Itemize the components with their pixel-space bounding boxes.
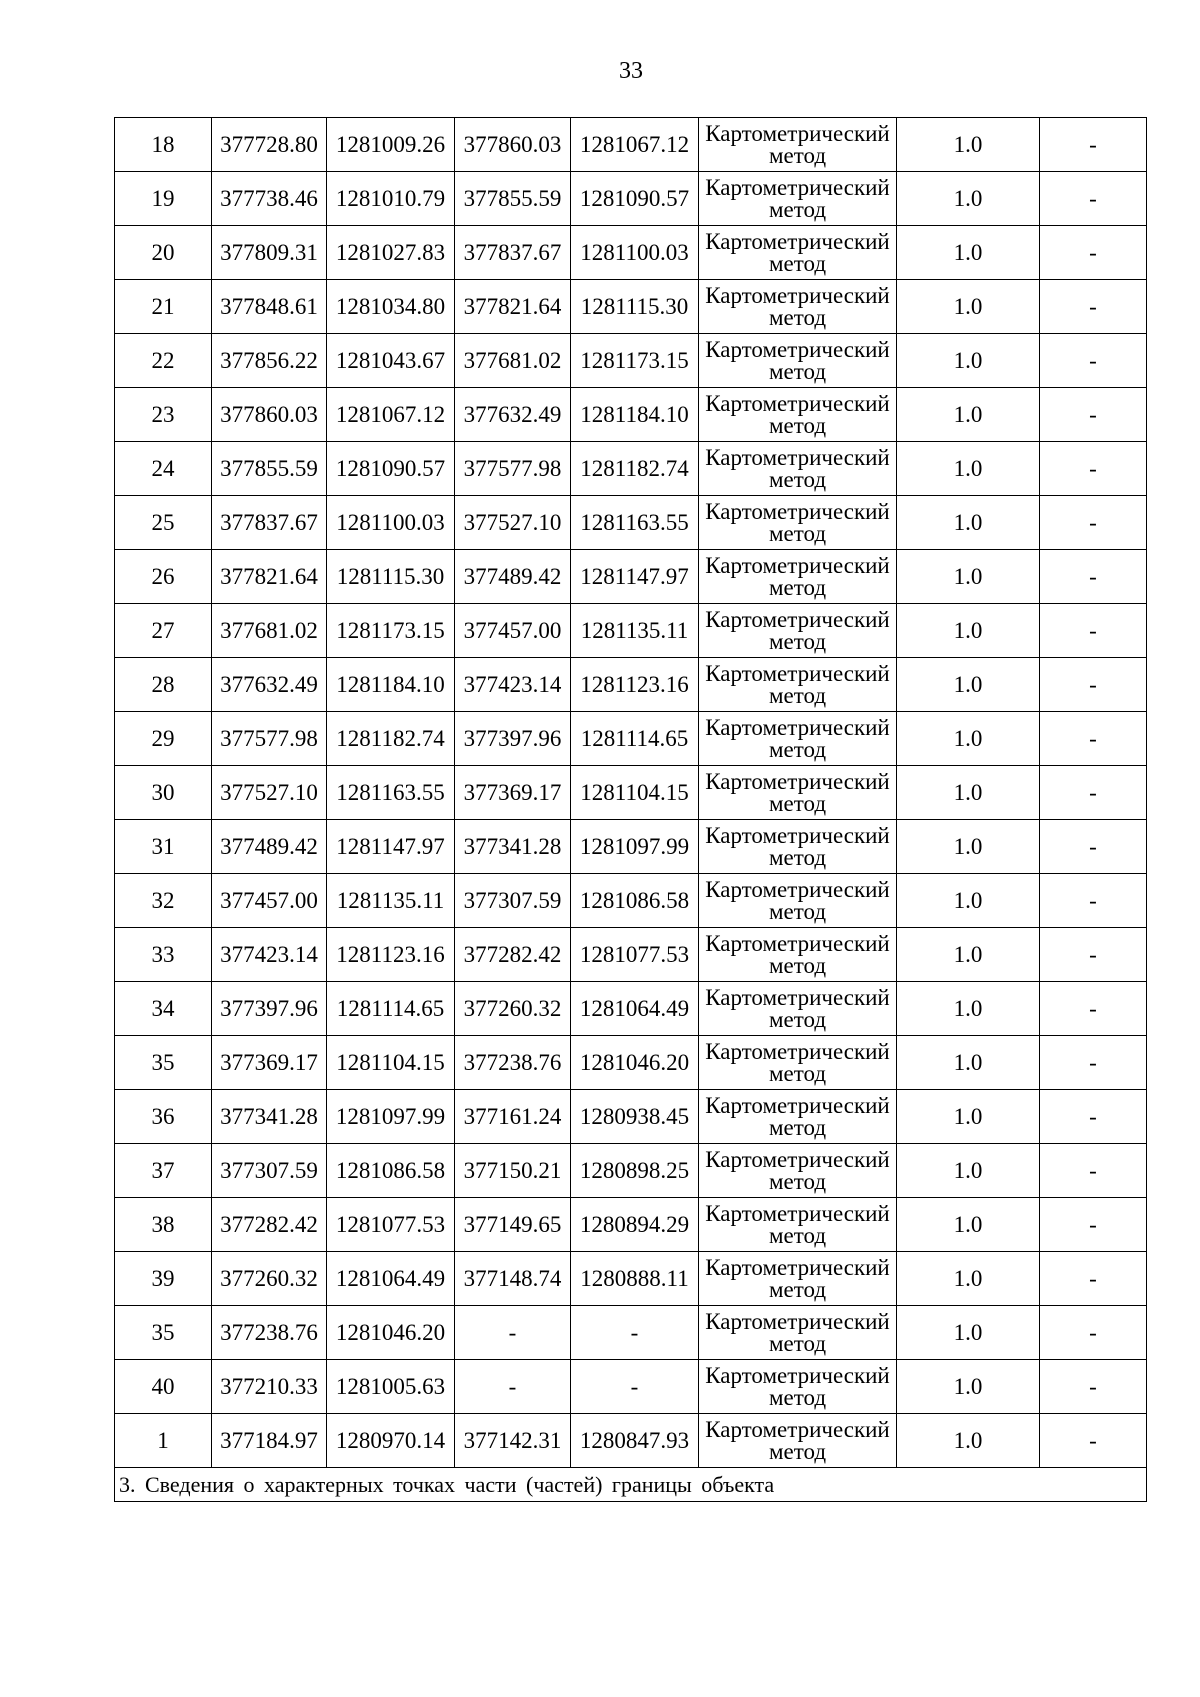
existing-x-cell: 377210.33 [212,1360,327,1414]
existing-y-cell: 1281077.53 [327,1198,455,1252]
new-y-cell: 1281163.55 [571,496,699,550]
note-cell: - [1040,334,1147,388]
method-line-1: Картометрический [705,606,890,632]
method-cell [699,550,897,604]
table-row [115,1360,1147,1414]
existing-y-cell: 1281173.15 [327,604,455,658]
method-cell [699,1198,897,1252]
method-line-2: метод [768,1276,827,1302]
method-cell [699,118,897,172]
new-y-cell: 1280847.93 [571,1414,699,1468]
point-number-cell: 29 [115,712,212,766]
note-cell: - [1040,1252,1147,1306]
method-line-1: Картометрический [705,498,890,524]
table-row [115,1306,1147,1360]
table-row [115,334,1147,388]
new-y-cell: 1281090.57 [571,172,699,226]
existing-x-cell: 377282.42 [212,1198,327,1252]
note-cell: - [1040,118,1147,172]
accuracy-cell: 1.0 [897,280,1040,334]
existing-y-cell: 1281090.57 [327,442,455,496]
method-line-1: Картометрический [705,390,890,416]
method-line-2: метод [768,1168,827,1194]
accuracy-cell: 1.0 [897,172,1040,226]
note-cell: - [1040,604,1147,658]
new-x-cell: 377527.10 [455,496,571,550]
method-cell [699,1306,897,1360]
note-cell: - [1040,226,1147,280]
new-y-cell: 1281086.58 [571,874,699,928]
note-cell: - [1040,928,1147,982]
point-number-cell: 18 [115,118,212,172]
note-cell: - [1040,1036,1147,1090]
point-number-cell: 23 [115,388,212,442]
new-y-cell: 1281097.99 [571,820,699,874]
new-y-cell: 1281046.20 [571,1036,699,1090]
point-number-cell: 21 [115,280,212,334]
method-line-2: метод [768,520,827,546]
existing-y-cell: 1281114.65 [327,982,455,1036]
new-y-cell: 1281173.15 [571,334,699,388]
table-row [115,496,1147,550]
method-line-2: метод [768,1060,827,1086]
section-heading: 3. Сведения о характерных точках части (частей) границы объекта [115,1468,1147,1502]
table-row [115,442,1147,496]
existing-y-cell: 1281135.11 [327,874,455,928]
method-cell [699,874,897,928]
method-cell [699,982,897,1036]
existing-y-cell: 1281097.99 [327,1090,455,1144]
accuracy-cell: 1.0 [897,1306,1040,1360]
accuracy-cell: 1.0 [897,712,1040,766]
existing-x-cell: 377728.80 [212,118,327,172]
note-cell: - [1040,982,1147,1036]
existing-x-cell: 377307.59 [212,1144,327,1198]
note-cell: - [1040,874,1147,928]
new-y-cell: 1281184.10 [571,388,699,442]
point-number-cell: 31 [115,820,212,874]
method-line-1: Картометрический [705,552,890,578]
method-line-1: Картометрический [705,174,890,200]
new-y-cell: 1281147.97 [571,550,699,604]
note-cell: - [1040,766,1147,820]
method-cell [699,658,897,712]
method-line-2: метод [768,412,827,438]
method-cell [699,1090,897,1144]
table-row [115,1090,1147,1144]
section-heading-row [115,1468,1147,1502]
existing-x-cell: 377681.02 [212,604,327,658]
point-number-cell: 33 [115,928,212,982]
note-cell: - [1040,1414,1147,1468]
existing-y-cell: 1281184.10 [327,658,455,712]
point-number-cell: 38 [115,1198,212,1252]
new-x-cell: 377307.59 [455,874,571,928]
note-cell: - [1040,658,1147,712]
table-body [115,118,1147,1502]
method-line-2: метод [768,304,827,330]
accuracy-cell: 1.0 [897,1360,1040,1414]
existing-x-cell: 377855.59 [212,442,327,496]
method-cell [699,1036,897,1090]
accuracy-cell: 1.0 [897,658,1040,712]
existing-y-cell: 1281046.20 [327,1306,455,1360]
accuracy-cell: 1.0 [897,1144,1040,1198]
point-number-cell: 19 [115,172,212,226]
method-line-1: Картометрический [705,444,890,470]
accuracy-cell: 1.0 [897,1036,1040,1090]
method-line-1: Картометрический [705,1362,890,1388]
table-row [115,874,1147,928]
existing-x-cell: 377738.46 [212,172,327,226]
new-x-cell: 377837.67 [455,226,571,280]
method-line-2: метод [768,844,827,870]
accuracy-cell: 1.0 [897,766,1040,820]
point-number-cell: 24 [115,442,212,496]
existing-x-cell: 377527.10 [212,766,327,820]
existing-y-cell: 1281182.74 [327,712,455,766]
accuracy-cell: 1.0 [897,874,1040,928]
point-number-cell: 34 [115,982,212,1036]
point-number-cell: 35 [115,1036,212,1090]
new-y-cell: 1281104.15 [571,766,699,820]
method-cell [699,388,897,442]
note-cell: - [1040,280,1147,334]
method-cell [699,442,897,496]
table-row [115,280,1147,334]
method-cell [699,280,897,334]
method-line-1: Картометрический [705,876,890,902]
new-y-cell: 1280938.45 [571,1090,699,1144]
new-x-cell: 377142.31 [455,1414,571,1468]
method-cell [699,334,897,388]
point-number-cell: 28 [115,658,212,712]
existing-x-cell: 377260.32 [212,1252,327,1306]
new-y-cell: 1281182.74 [571,442,699,496]
method-line-1: Картометрический [705,822,890,848]
method-line-2: метод [768,358,827,384]
method-line-2: метод [768,1222,827,1248]
method-line-2: метод [768,952,827,978]
new-y-cell: 1281064.49 [571,982,699,1036]
new-y-cell: 1281123.16 [571,658,699,712]
table-row [115,1036,1147,1090]
existing-y-cell: 1280970.14 [327,1414,455,1468]
method-line-1: Картометрический [705,768,890,794]
new-x-cell: 377149.65 [455,1198,571,1252]
new-x-cell: 377238.76 [455,1036,571,1090]
method-line-2: метод [768,1114,827,1140]
method-line-2: метод [768,574,827,600]
existing-x-cell: 377837.67 [212,496,327,550]
method-cell [699,1252,897,1306]
method-line-1: Картометрический [705,1200,890,1226]
new-y-cell: - [571,1360,699,1414]
existing-y-cell: 1281104.15 [327,1036,455,1090]
new-x-cell: 377860.03 [455,118,571,172]
existing-x-cell: 377457.00 [212,874,327,928]
note-cell: - [1040,496,1147,550]
method-cell [699,712,897,766]
existing-y-cell: 1281043.67 [327,334,455,388]
method-cell [699,496,897,550]
note-cell: - [1040,388,1147,442]
accuracy-cell: 1.0 [897,928,1040,982]
new-y-cell: 1280898.25 [571,1144,699,1198]
method-cell [699,1360,897,1414]
new-x-cell: 377369.17 [455,766,571,820]
accuracy-cell: 1.0 [897,604,1040,658]
note-cell: - [1040,1144,1147,1198]
point-number-cell: 40 [115,1360,212,1414]
point-number-cell: 32 [115,874,212,928]
new-y-cell: 1281115.30 [571,280,699,334]
note-cell: - [1040,1090,1147,1144]
accuracy-cell: 1.0 [897,1090,1040,1144]
method-line-1: Картометрический [705,984,890,1010]
new-x-cell: 377423.14 [455,658,571,712]
method-line-1: Картометрический [705,660,890,686]
new-x-cell: 377489.42 [455,550,571,604]
new-x-cell: 377681.02 [455,334,571,388]
note-cell: - [1040,1306,1147,1360]
new-x-cell: 377457.00 [455,604,571,658]
new-y-cell: 1280894.29 [571,1198,699,1252]
point-number-cell: 39 [115,1252,212,1306]
table-row [115,604,1147,658]
method-line-2: метод [768,1384,827,1410]
new-x-cell: - [455,1306,571,1360]
new-y-cell: - [571,1306,699,1360]
existing-x-cell: 377423.14 [212,928,327,982]
existing-y-cell: 1281009.26 [327,118,455,172]
existing-y-cell: 1281115.30 [327,550,455,604]
note-cell: - [1040,820,1147,874]
accuracy-cell: 1.0 [897,496,1040,550]
existing-y-cell: 1281100.03 [327,496,455,550]
existing-x-cell: 377848.61 [212,280,327,334]
method-line-2: метод [768,466,827,492]
note-cell: - [1040,712,1147,766]
method-line-1: Картометрический [705,228,890,254]
method-cell [699,1144,897,1198]
point-number-cell: 36 [115,1090,212,1144]
new-y-cell: 1281067.12 [571,118,699,172]
coordinates-table [114,117,1147,1502]
existing-y-cell: 1281067.12 [327,388,455,442]
new-x-cell: 377397.96 [455,712,571,766]
method-cell [699,172,897,226]
new-x-cell: 377161.24 [455,1090,571,1144]
existing-y-cell: 1281064.49 [327,1252,455,1306]
existing-y-cell: 1281147.97 [327,820,455,874]
method-line-1: Картометрический [705,1308,890,1334]
new-x-cell: - [455,1360,571,1414]
table-row [115,820,1147,874]
existing-y-cell: 1281005.63 [327,1360,455,1414]
new-x-cell: 377577.98 [455,442,571,496]
page-number: 33 [619,58,643,84]
method-line-1: Картометрический [705,336,890,362]
point-number-cell: 26 [115,550,212,604]
accuracy-cell: 1.0 [897,1414,1040,1468]
table-row [115,388,1147,442]
existing-x-cell: 377369.17 [212,1036,327,1090]
method-line-1: Картометрический [705,1416,890,1442]
existing-x-cell: 377809.31 [212,226,327,280]
existing-x-cell: 377821.64 [212,550,327,604]
method-line-2: метод [768,736,827,762]
new-x-cell: 377632.49 [455,388,571,442]
point-number-cell: 37 [115,1144,212,1198]
new-y-cell: 1281114.65 [571,712,699,766]
method-line-2: метод [768,250,827,276]
accuracy-cell: 1.0 [897,1252,1040,1306]
table-row [115,226,1147,280]
method-line-2: метод [768,1330,827,1356]
point-number-cell: 22 [115,334,212,388]
method-line-1: Картометрический [705,282,890,308]
table-row [115,766,1147,820]
point-number-cell: 27 [115,604,212,658]
accuracy-cell: 1.0 [897,550,1040,604]
existing-x-cell: 377397.96 [212,982,327,1036]
new-y-cell: 1281100.03 [571,226,699,280]
new-x-cell: 377282.42 [455,928,571,982]
note-cell: - [1040,1360,1147,1414]
method-cell [699,820,897,874]
table-row [115,550,1147,604]
new-x-cell: 377855.59 [455,172,571,226]
new-x-cell: 377260.32 [455,982,571,1036]
accuracy-cell: 1.0 [897,388,1040,442]
method-line-2: метод [768,1006,827,1032]
table-row [115,982,1147,1036]
new-y-cell: 1281135.11 [571,604,699,658]
table-row [115,1198,1147,1252]
table-row [115,118,1147,172]
method-line-1: Картометрический [705,1146,890,1172]
method-cell [699,604,897,658]
method-line-2: метод [768,790,827,816]
existing-y-cell: 1281086.58 [327,1144,455,1198]
note-cell: - [1040,172,1147,226]
new-x-cell: 377148.74 [455,1252,571,1306]
note-cell: - [1040,1198,1147,1252]
method-line-1: Картометрический [705,1254,890,1280]
new-x-cell: 377341.28 [455,820,571,874]
point-number-cell: 1 [115,1414,212,1468]
new-y-cell: 1280888.11 [571,1252,699,1306]
existing-y-cell: 1281123.16 [327,928,455,982]
table-row [115,1414,1147,1468]
table-row [115,172,1147,226]
accuracy-cell: 1.0 [897,982,1040,1036]
point-number-cell: 35 [115,1306,212,1360]
table-row [115,712,1147,766]
method-line-2: метод [768,682,827,708]
existing-y-cell: 1281010.79 [327,172,455,226]
existing-x-cell: 377632.49 [212,658,327,712]
table-row [115,1144,1147,1198]
method-line-1: Картометрический [705,714,890,740]
method-line-2: метод [768,196,827,222]
method-cell [699,928,897,982]
method-cell [699,226,897,280]
method-line-1: Картометрический [705,930,890,956]
existing-x-cell: 377577.98 [212,712,327,766]
new-x-cell: 377821.64 [455,280,571,334]
method-cell [699,1414,897,1468]
existing-y-cell: 1281163.55 [327,766,455,820]
method-line-2: метод [768,628,827,654]
point-number-cell: 30 [115,766,212,820]
existing-x-cell: 377238.76 [212,1306,327,1360]
point-number-cell: 25 [115,496,212,550]
existing-x-cell: 377341.28 [212,1090,327,1144]
new-y-cell: 1281077.53 [571,928,699,982]
table-row [115,1252,1147,1306]
accuracy-cell: 1.0 [897,334,1040,388]
existing-x-cell: 377184.97 [212,1414,327,1468]
new-x-cell: 377150.21 [455,1144,571,1198]
table-row [115,658,1147,712]
method-line-1: Картометрический [705,1038,890,1064]
accuracy-cell: 1.0 [897,820,1040,874]
method-line-2: метод [768,142,827,168]
point-number-cell: 20 [115,226,212,280]
note-cell: - [1040,550,1147,604]
existing-x-cell: 377489.42 [212,820,327,874]
note-cell: - [1040,442,1147,496]
existing-x-cell: 377856.22 [212,334,327,388]
table-row [115,928,1147,982]
accuracy-cell: 1.0 [897,1198,1040,1252]
existing-y-cell: 1281034.80 [327,280,455,334]
existing-x-cell: 377860.03 [212,388,327,442]
method-line-2: метод [768,1438,827,1464]
accuracy-cell: 1.0 [897,118,1040,172]
accuracy-cell: 1.0 [897,226,1040,280]
existing-y-cell: 1281027.83 [327,226,455,280]
method-cell [699,766,897,820]
method-line-2: метод [768,898,827,924]
method-line-1: Картометрический [705,120,890,146]
accuracy-cell: 1.0 [897,442,1040,496]
method-line-1: Картометрический [705,1092,890,1118]
